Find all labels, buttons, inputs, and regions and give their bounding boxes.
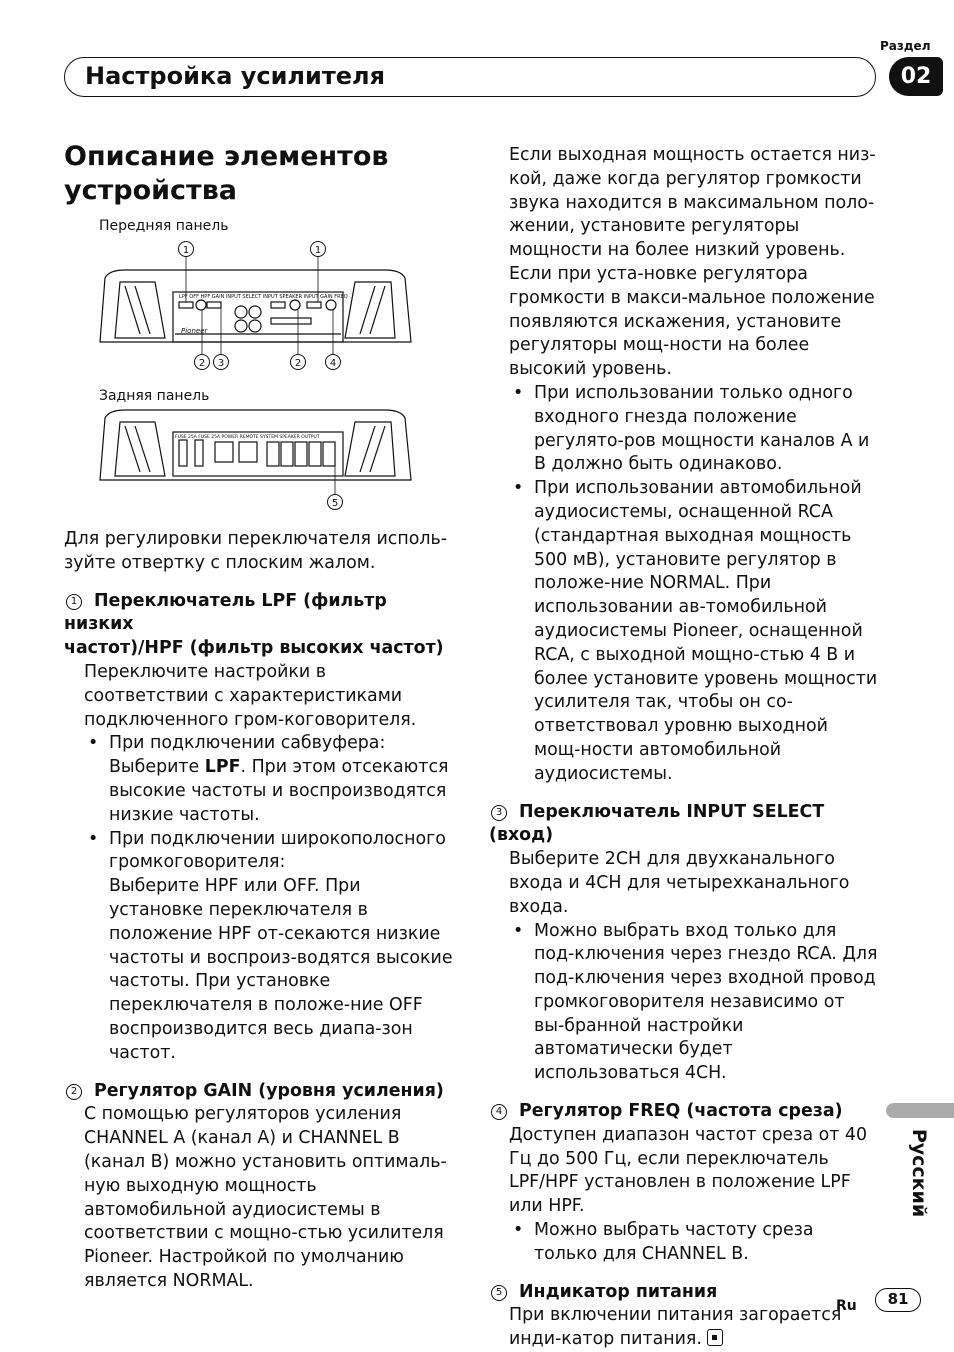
item4-title: 4 Регулятор FREQ (частота среза)	[489, 1100, 879, 1124]
item4-body: Доступен диапазон частот среза от 40 Гц до 500 Гц, если переключатель LPF/HPF установлен в положение LPF или HPF.	[509, 1124, 868, 1217]
callout-5: 5	[331, 498, 339, 509]
callout-2a: 2	[198, 358, 206, 369]
language-code: Ru	[836, 1298, 857, 1314]
callout-1a: 1	[182, 245, 190, 256]
callout-2b: 2	[294, 358, 302, 369]
callout-1b: 1	[314, 245, 322, 256]
item2-number: 2	[66, 1084, 82, 1100]
language-label: Русский	[908, 1128, 930, 1218]
svg-text:Pioneer: Pioneer	[181, 327, 208, 335]
gain-continued-text: Если выходная мощность остается низ-кой, даже когда регулятор громкости звука находится в максимальном поло-жении, установите регуляторы мощности на более низкий уровень. Если при уста-новке регулятора громкости в макси-мальное положение появляются искажения, установите регуляторы мощ-ности на более высокий уровень.	[509, 145, 876, 380]
left-column	[64, 528, 454, 1294]
item4-bullet: • Можно выбрать частоту среза только для CHANNEL B.	[509, 1219, 879, 1267]
page-heading: Описание элементов устройства	[64, 141, 389, 206]
item2-body: С помощью регуляторов усиления CHANNEL A (канал A) и CHANNEL B (канал B) можно установить оптималь-ную выходную мощность автомобильной аудиосистемы в соответствии с мощно-стью усилителя Pioneer. Настройкой по умолчанию является NORMAL.	[84, 1104, 447, 1291]
item1-bullet-1: • При подключении сабвуфера: Выберите LPF. При этом отсекаются высокие частоты и воспроизводятся низкие частоты.	[84, 732, 454, 827]
item1-body: Переключите настройки в соответствии с характеристиками подключенного гром-коговорителя.	[84, 661, 417, 730]
item1-bullet-2: • При подключении широкополосного громкоговорителя: Выберите HPF или OFF. При установке переключателя в положение HPF от-секаются низкие частоты и воспроиз-водятся высокие частоты. При установке переключателя в положе-ние OFF воспроизводится весь диапа-зон частот.	[84, 828, 454, 1066]
intro-text: Для регулировки переключателя исполь-зуйте отвертку с плоским жалом.	[64, 529, 447, 573]
callout-3: 3	[217, 358, 225, 369]
page-number: 81	[875, 1288, 921, 1312]
rear-panel-illustration	[95, 404, 415, 516]
item1-number: 1	[66, 594, 82, 610]
item4-number: 4	[491, 1104, 507, 1120]
gain-bullet-1: • При использовании только одного входного гнезда положение регулято-ров мощности каналов A и B должно быть одинаково.	[509, 382, 879, 477]
item5-body: При включении питания загорается инди-катор питания.	[509, 1305, 842, 1350]
front-panel-label: Передняя панель	[99, 218, 229, 234]
right-column	[489, 144, 879, 1352]
item5-number: 5	[491, 1285, 507, 1301]
item1-title: 1 Переключатель LPF (фильтр низких частот)/HPF (фильтр высоких частот)	[64, 590, 444, 659]
item3-title: 3 Переключатель INPUT SELECT (вход)	[489, 801, 825, 846]
language-tab	[886, 1103, 954, 1118]
item3-number: 3	[491, 805, 507, 821]
svg-text:FUSE 25A FUSE 25A POWER RE: FUSE 25A FUSE 25A POWER REMOTE SYSTEM SPEAKER OUTPUT	[175, 435, 320, 440]
section-label: Раздел	[880, 39, 931, 53]
gain-bullet-2: • При использовании автомобильной аудиосистемы, оснащенной RCA (стандартная выходная мощность 500 мВ), установите регулятор в положе-ние NORMAL. При использовании ав-томобильной аудиосистемы Pioneer, оснащенной RCA, с выходной мощно-стью 4 В и более установите уровень мощности усилителя так, чтобы он со-ответствовал уровню выходной мощ-ности автомобильной аудиосистемы.	[509, 477, 879, 786]
callout-4: 4	[329, 358, 337, 369]
front-panel-illustration	[95, 238, 415, 374]
svg-text:LPF OFF HPF GAIN INPUT SELEC: LPF OFF HPF GAIN INPUT SELECT INPUT SPEAKER INPUT GAIN FREQ	[179, 294, 348, 300]
rear-panel-label: Задняя панель	[99, 388, 210, 404]
end-mark-icon	[707, 1329, 723, 1346]
chapter-title: Настройка усилителя	[64, 57, 876, 97]
item3-bullet: • Можно выбрать вход только для под-ключения через гнездо RCA. Для под-ключения через входной провод громкоговорителя независимо от вы-бранной настройки автоматически будет использоваться 4CH.	[509, 920, 879, 1087]
item2-title: 2 Регулятор GAIN (уровня усиления)	[64, 1080, 454, 1104]
item5-title: 5 Индикатор питания	[489, 1281, 879, 1305]
section-number-badge: 02	[889, 57, 943, 96]
item3-body: Выберите 2CH для двухканального входа и 4CH для четырехканального входа.	[509, 849, 850, 917]
